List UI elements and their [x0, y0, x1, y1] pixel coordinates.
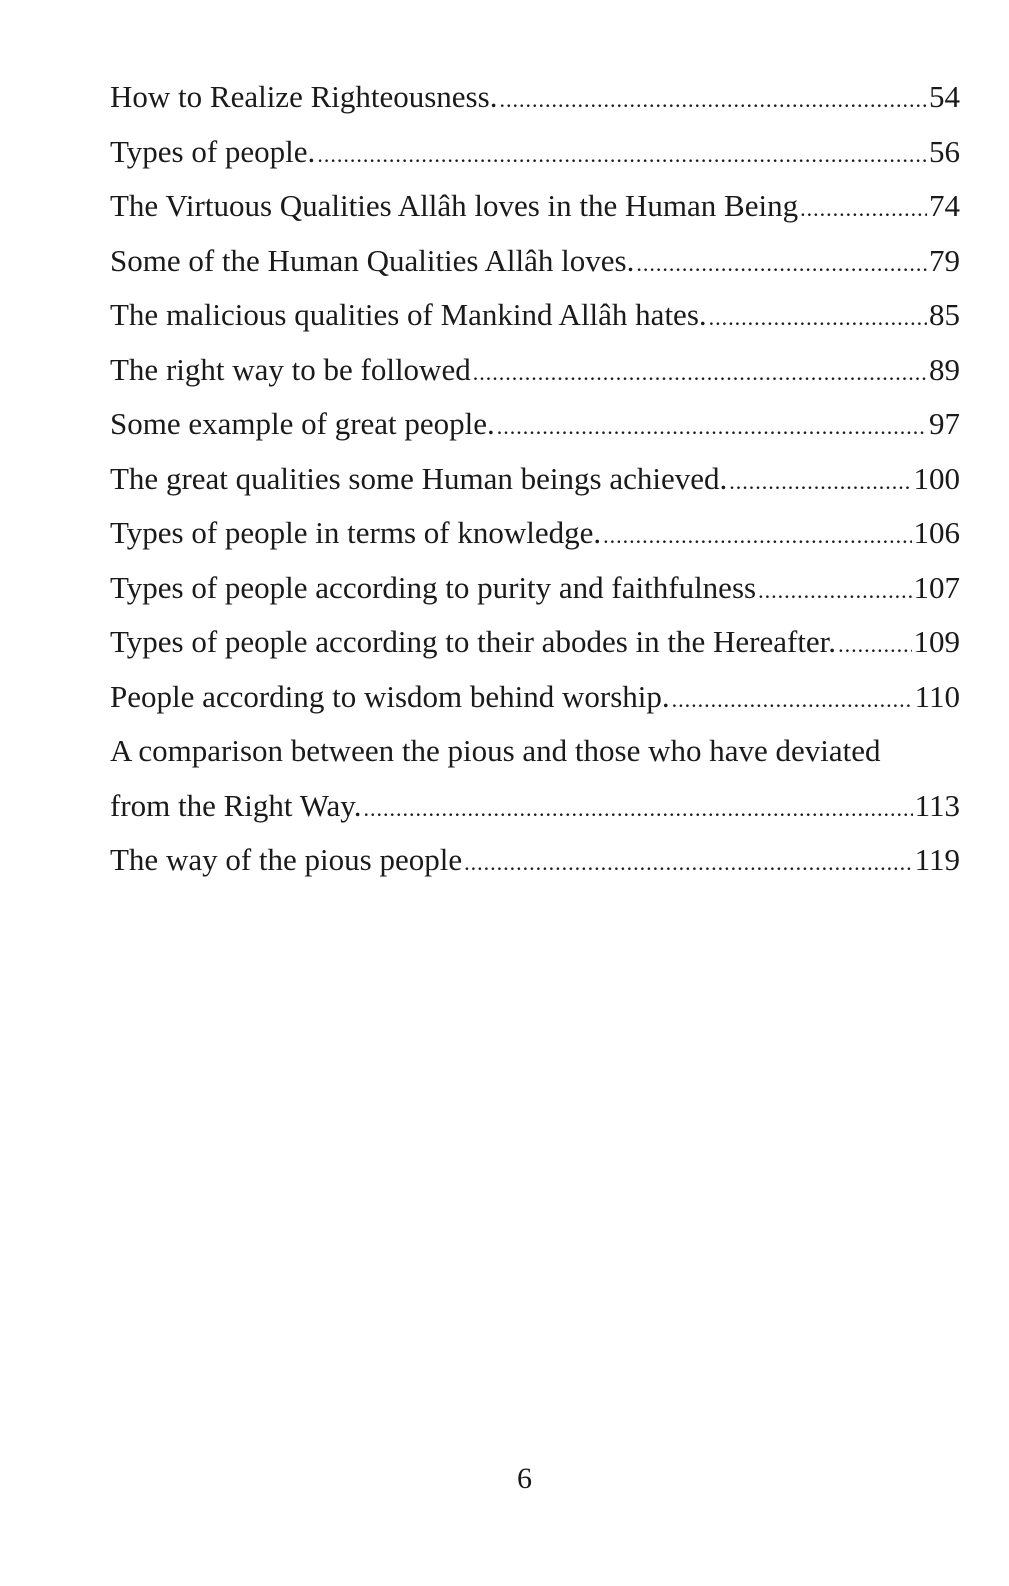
dot-leader [464, 836, 913, 891]
toc-entry-page: 110 [914, 678, 960, 714]
dot-leader [603, 509, 911, 564]
toc-entry-page: 74 [929, 188, 960, 223]
toc-entry-title: The right way to be followed [110, 351, 471, 387]
dot-leader [729, 455, 911, 510]
toc-entry-title: Types of people. [110, 133, 316, 169]
toc-entry-page: 119 [914, 842, 960, 877]
dot-leader [364, 782, 913, 837]
toc-entry-page: 109 [913, 624, 960, 659]
toc-entry[interactable] [110, 343, 960, 398]
toc-entry-page: 89 [929, 351, 960, 387]
dot-leader [317, 128, 927, 183]
toc-entry-page: 85 [929, 297, 960, 332]
toc-entry-page: 56 [929, 133, 960, 169]
toc-entry-title: Types of people according to their abodes in the Hereafter. [110, 624, 837, 659]
toc-entry[interactable] [110, 779, 960, 834]
toc-entry-page: 113 [914, 787, 960, 823]
toc-entry-title: People according to wisdom behind worship. [110, 678, 670, 714]
dot-leader [497, 400, 927, 455]
toc-entry-page: 107 [913, 569, 960, 605]
toc-entry[interactable] [110, 397, 960, 452]
toc-entry-title: Types of people according to purity and faithfulness [110, 569, 757, 605]
toc-entry[interactable] [110, 833, 960, 888]
dot-leader [800, 182, 927, 237]
toc-entry[interactable] [110, 724, 960, 779]
toc-entry-title: How to Realize Righteousness. [110, 79, 498, 114]
toc-entry[interactable] [110, 506, 960, 561]
toc-entry[interactable] [110, 234, 960, 289]
toc-entry-title: The malicious qualities of Mankind Allâh hates. [110, 297, 707, 332]
page-number: 6 [517, 1462, 532, 1495]
toc-entry-title: A comparison between the pious and those who have deviated [110, 733, 881, 768]
toc-entry[interactable] [110, 288, 960, 343]
toc-entry-title: Some of the Human Qualities Allâh loves. [110, 242, 635, 278]
toc-entry[interactable] [110, 561, 960, 616]
toc-entry-title: Some example of great people. [110, 406, 495, 441]
toc-entry[interactable] [110, 452, 960, 507]
dot-leader [473, 346, 927, 401]
dot-leader [709, 291, 927, 346]
toc-entry-title: The Virtuous Qualities Allâh loves in the Human Being [110, 188, 799, 223]
toc-entry[interactable] [110, 615, 960, 670]
toc-entry[interactable] [110, 70, 960, 125]
table-of-contents [110, 70, 960, 888]
dot-leader [499, 73, 927, 128]
toc-entry-title: Types of people in terms of knowledge. [110, 515, 602, 550]
toc-entry[interactable] [110, 179, 960, 234]
dot-leader [672, 673, 913, 728]
toc-entry-page: 79 [929, 242, 960, 278]
toc-entry[interactable] [110, 670, 960, 725]
toc-entry-page: 54 [929, 79, 960, 114]
toc-entry[interactable] [110, 125, 960, 180]
toc-entry-page: 100 [913, 460, 960, 496]
toc-entry-page: 97 [929, 406, 960, 441]
toc-entry-title: The great qualities some Human beings achieved. [110, 460, 728, 496]
toc-entry-title: The way of the pious people [110, 842, 463, 877]
toc-entry-page: 106 [913, 515, 960, 550]
dot-leader [636, 237, 927, 292]
dot-leader [758, 564, 911, 619]
dot-leader [838, 618, 911, 673]
toc-entry-title: from the Right Way. [110, 787, 362, 823]
